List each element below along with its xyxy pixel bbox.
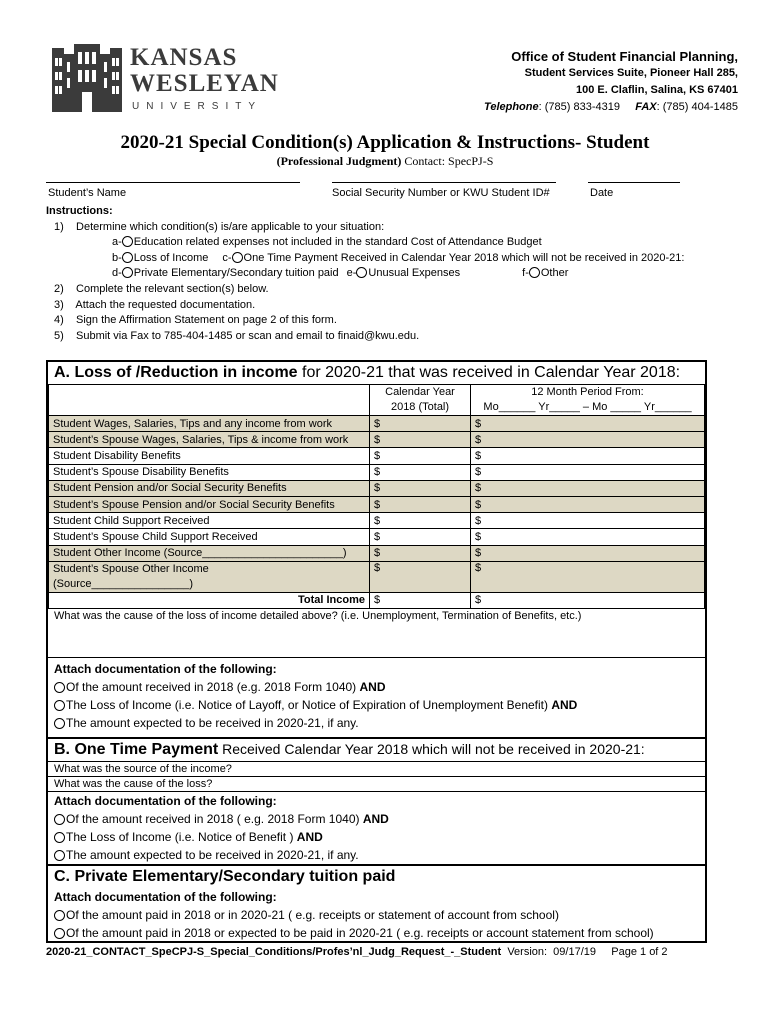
option-b-radio[interactable]: [122, 252, 133, 263]
amount-cell[interactable]: $: [471, 432, 705, 448]
table-row: Student Child Support Received $ $: [49, 513, 705, 529]
amount-cell[interactable]: $: [370, 464, 471, 480]
income-table: [48, 384, 705, 609]
total-row: [49, 592, 705, 608]
total-label: Total Income: [49, 592, 370, 608]
amount-cell[interactable]: $: [370, 416, 471, 432]
amount-cell[interactable]: $: [471, 416, 705, 432]
total-amount-2018[interactable]: $: [370, 592, 471, 608]
instruction-step-4: 4) Sign the Affirmation Statement on page 2 of this form.: [54, 314, 337, 327]
section-c: [46, 864, 707, 943]
attach-a3-radio[interactable]: [54, 718, 65, 729]
university-logo: [52, 44, 282, 114]
attach-b2-radio[interactable]: [54, 832, 65, 843]
logo-text-university: UNIVERSITY: [132, 101, 263, 112]
amount-cell[interactable]: $: [471, 448, 705, 464]
instruction-step-1: 1) Determine which condition(s) is/are applicable to your situation:: [54, 220, 385, 233]
income-table-header: Calendar Year 2018 (Total) 12 Month Period From: Mo______ Yr_____ – Mo _____ Yr______: [49, 385, 705, 416]
source-question[interactable]: What was the source of the income?: [48, 761, 705, 776]
attach-c2-radio[interactable]: [54, 928, 65, 939]
table-row: Student Other Income (Source_______________________) $ $: [49, 545, 705, 561]
option-e-radio[interactable]: [356, 267, 367, 278]
footer-version: Version: 09/17/19 Page 1 of 2: [501, 946, 668, 958]
attach-c1-radio[interactable]: [54, 910, 65, 921]
date-label: Date: [590, 187, 614, 199]
table-row: Student’s Spouse Wages, Salaries, Tips & income from work $ $: [49, 432, 705, 448]
amount-cell[interactable]: $: [471, 513, 705, 529]
amount-cell[interactable]: $: [370, 561, 471, 592]
amount-cell[interactable]: $: [370, 448, 471, 464]
amount-cell[interactable]: $: [471, 561, 705, 592]
amount-cell[interactable]: $: [370, 529, 471, 545]
table-row: Student’s Spouse Pension and/or Social Security Benefits $ $: [49, 496, 705, 512]
logo-text-wesleyan: WESLEYAN: [130, 70, 279, 97]
instruction-step-3: 3) Attach the requested documentation.: [54, 298, 256, 311]
amount-cell[interactable]: $: [471, 545, 705, 561]
section-c-attachments: Attach documentation of the following: Of the amount paid in 2018 or in 2020-21 ( e.g. receipts or statement of account from school) Of the amount paid in 2018 or expected to be paid in 2020-21 ( e.g. receipts or account statement from school): [54, 890, 654, 940]
table-row: Student Pension and/or Social Security Benefits $ $: [49, 480, 705, 496]
amount-cell[interactable]: $: [471, 480, 705, 496]
student-name-label: Student’s Name: [48, 187, 127, 199]
table-row: Student Wages, Salaries, Tips and any income from work $ $: [49, 416, 705, 432]
amount-cell[interactable]: $: [370, 480, 471, 496]
office-name: Office of Student Financial Planning,: [511, 49, 738, 64]
footer-filename: 2020-21_CONTACT_SpeCPJ-S_Special_Conditions/Profes’nl_Judg_Request_-_Student: [46, 946, 502, 958]
total-amount-12mo[interactable]: $: [471, 592, 705, 608]
option-d-e-f: d- Private Elementary/Secondary tuition paid e- Unusual Expenses f- Other: [112, 267, 569, 280]
option-b-c: b- Loss of Income c- One Time Payment Received in Calendar Year 2018 which will not be received in 2020-21:: [112, 251, 685, 264]
option-d-radio[interactable]: [122, 267, 133, 278]
table-row: Student Disability Benefits $ $: [49, 448, 705, 464]
date-line[interactable]: [588, 182, 680, 183]
option-a: a- Education related expenses not included in the standard Cost of Attendance Budget: [112, 236, 542, 249]
office-phone-fax: Telephone: (785) 833-4319 FAX: (785) 404-1485: [484, 101, 738, 113]
ssn-label: Social Security Number or KWU Student ID#: [332, 187, 550, 199]
attach-a1-radio[interactable]: [54, 682, 65, 693]
amount-cell[interactable]: $: [370, 545, 471, 561]
cause-question[interactable]: What was the cause of the loss of income detailed above? (i.e. Unemployment, Termination of Benefits, etc.): [48, 609, 705, 658]
office-contact: [484, 48, 738, 116]
student-name-line[interactable]: [46, 182, 300, 183]
loss-cause-question[interactable]: What was the cause of the loss?: [48, 776, 705, 791]
page-title: 2020-21 Special Condition(s) Application & Instructions- Student: [120, 132, 650, 153]
section-a-heading: A. Loss of /Reduction in income for 2020-21 that was received in Calendar Year 2018:: [54, 364, 681, 381]
option-c-radio[interactable]: [232, 252, 243, 263]
amount-cell[interactable]: $: [471, 464, 705, 480]
section-a-attachments: Attach documentation of the following: Of the amount received in 2018 (e.g. 2018 Form 1040) AND The Loss of Income (i.e. Notice of Layoff, or Notice of Expiration of Unemployment Benefit) AND The amount expected to be received in 2020-21, if any.: [54, 661, 578, 730]
instruction-step-2: 2) Complete the relevant section(s) below.: [54, 282, 269, 295]
amount-cell[interactable]: $: [471, 529, 705, 545]
table-row: Student’s Spouse Child Support Received $ $: [49, 529, 705, 545]
office-suite: Student Services Suite, Pioneer Hall 285,: [524, 67, 738, 79]
section-b-attachments: Attach documentation of the following: Of the amount received in 2018 ( e.g. 2018 Form 1040) AND The Loss of Income (i.e. Notice of Benefit ) AND The amount expected to be received in 2020-21, if any.: [48, 791, 705, 864]
section-b-heading: B. One Time Payment Received Calendar Year 2018 which will not be received in 2020-21:: [54, 741, 645, 758]
office-address: 100 E. Claflin, Salina, KS 67401: [575, 84, 738, 96]
section-c-heading: C. Private Elementary/Secondary tuition paid: [54, 868, 396, 885]
section-a: [46, 360, 707, 739]
amount-cell[interactable]: $: [370, 513, 471, 529]
amount-cell[interactable]: $: [370, 496, 471, 512]
page-footer: [46, 946, 668, 958]
amount-cell[interactable]: $: [471, 496, 705, 512]
option-f-radio[interactable]: [529, 267, 540, 278]
table-row: Student’s Spouse Other Income (Source________________) $ $: [49, 561, 705, 592]
logo-text-kansas: KANSAS: [130, 44, 238, 71]
option-a-radio[interactable]: [122, 236, 133, 247]
attach-a2-radio[interactable]: [54, 700, 65, 711]
instructions: [46, 204, 684, 344]
attach-b1-radio[interactable]: [54, 814, 65, 825]
attach-b3-radio[interactable]: [54, 850, 65, 861]
section-b: [46, 737, 707, 866]
ssn-line[interactable]: [332, 182, 556, 183]
page-subtitle: (Professional Judgment) Contact: SpecPJ-S: [276, 154, 494, 168]
amount-cell[interactable]: $: [370, 432, 471, 448]
instructions-heading: Instructions:: [46, 205, 113, 217]
table-row: Student’s Spouse Disability Benefits $ $: [49, 464, 705, 480]
building-icon: [52, 44, 122, 114]
instruction-step-5: 5) Submit via Fax to 785-404-1485 or scan and email to finaid@kwu.edu.: [54, 329, 420, 342]
